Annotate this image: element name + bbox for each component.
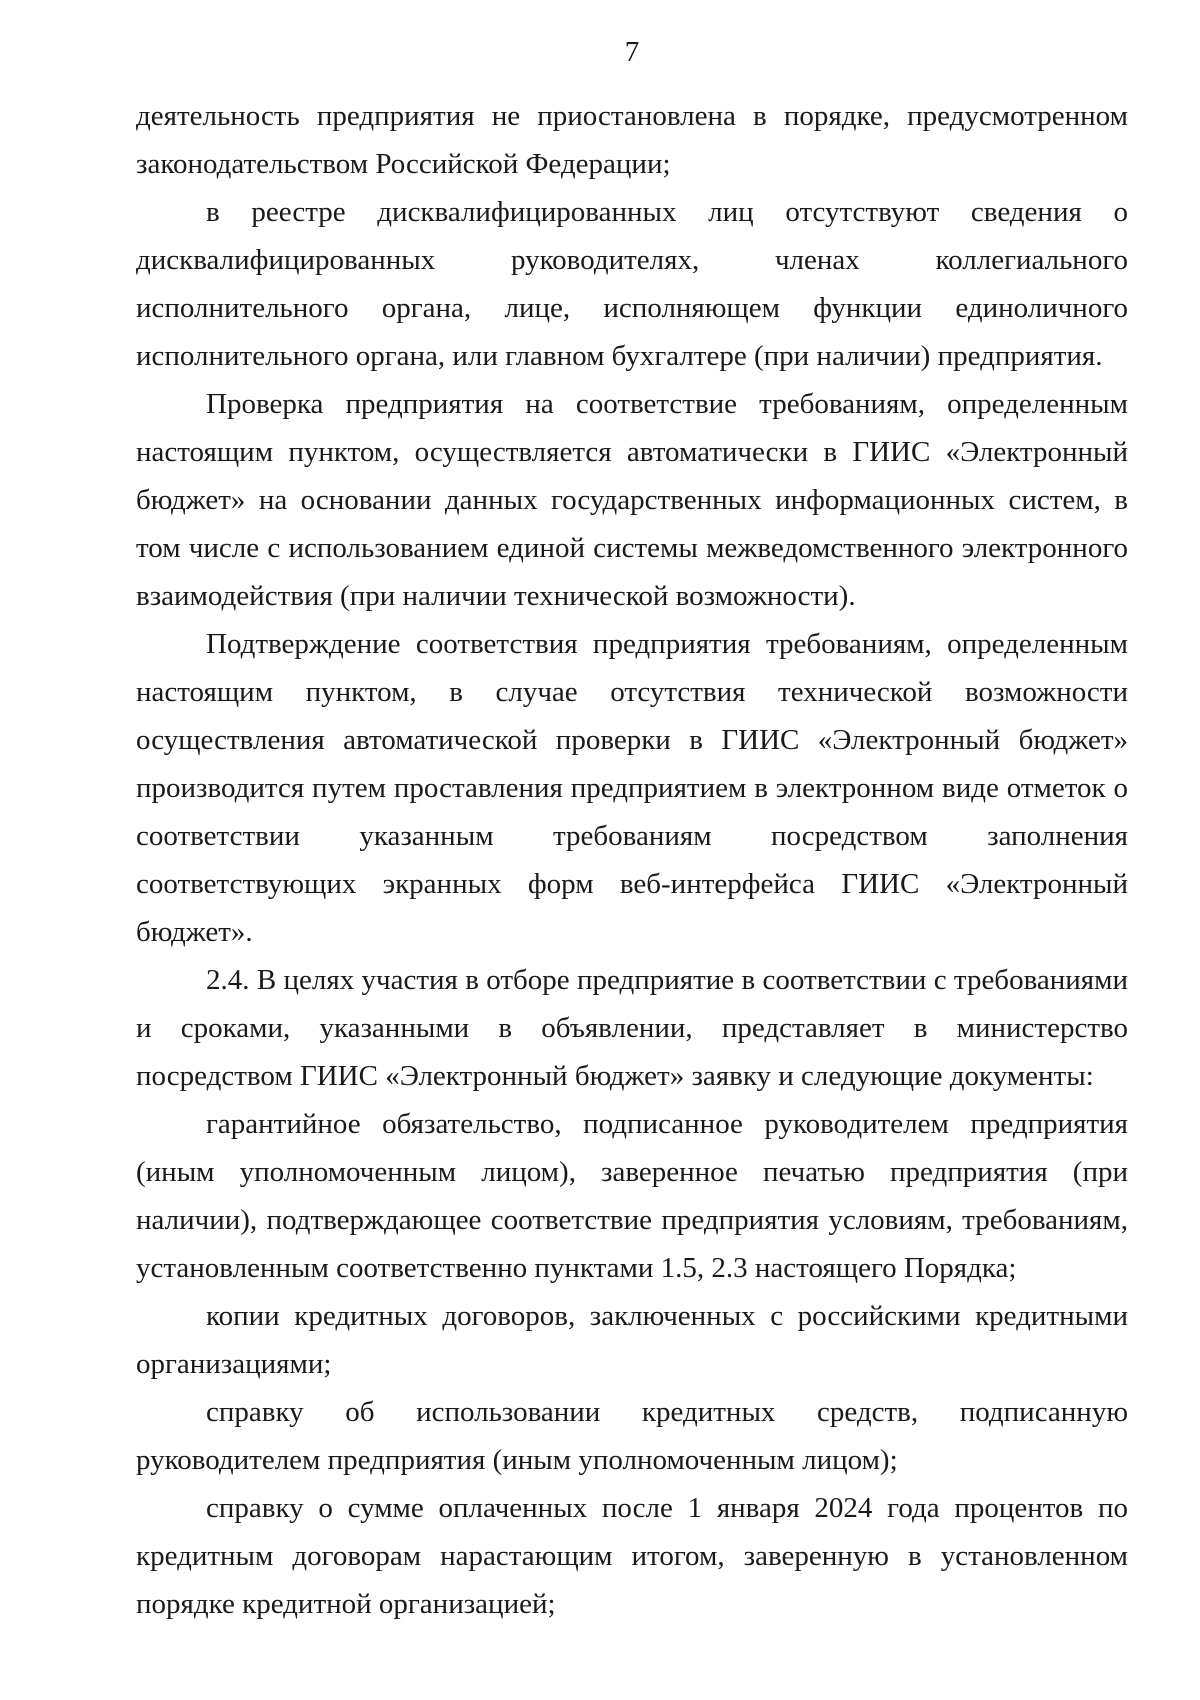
document-body	[136, 92, 1128, 1628]
paragraph-manual-confirmation: Подтверждение соответствия предприятия требованиям, определенным настоящим пунктом, в случае отсутствия технической возможности осуществления автоматической проверки в ГИИС «Электронный бюджет» производится путем проставления предприятием в электронном виде отметок о соответствии указанным требованиям посредством заполнения соответствующих экранных форм веб-интерфейса ГИИС «Электронный бюджет».	[136, 628, 1128, 948]
paragraph-section-2-4: 2.4. В целях участия в отборе предприятие в соответствии с требованиями и сроками, указанными в объявлении, представляет в министерство посредством ГИИС «Электронный бюджет» заявку и следующие документы:	[136, 964, 1128, 1092]
list-item-credit-agreement-copies: копии кредитных договоров, заключенных с российскими кредитными организациями;	[136, 1300, 1128, 1380]
paragraph-disqualified-persons-registry: в реестре дисквалифицированных лиц отсутствуют сведения о дисквалифицированных руководителях, членах коллегиального исполнительного органа, лице, исполняющем функции единоличного исполнительного органа, или главном бухгалтере (при наличии) предприятия.	[136, 196, 1128, 372]
list-item-interest-paid-certificate: справку о сумме оплаченных после 1 января 2024 года процентов по кредитным договорам нарастающим итогом, заверенную в установленном порядке кредитной организацией;	[136, 1492, 1128, 1620]
page-number: 7	[624, 36, 640, 68]
paragraph-automatic-verification: Проверка предприятия на соответствие требованиям, определенным настоящим пунктом, осуществляется автоматически в ГИИС «Электронный бюджет» на основании данных государственных информационных систем, в том числе с использованием единой системы межведомственного электронного взаимодействия (при наличии технической возможности).	[136, 388, 1128, 612]
list-item-guarantee-obligation: гарантийное обязательство, подписанное руководителем предприятия (иным уполномоченным лицом), заверенное печатью предприятия (при наличии), подтверждающее соответствие предприятия условиям, требованиям, установленным соответственно пунктами 1.5, 2.3 настоящего Порядка;	[136, 1108, 1128, 1284]
paragraph-activity-not-suspended: деятельность предприятия не приостановлена в порядке, предусмотренном законодательством Российской Федерации;	[136, 100, 1128, 180]
list-item-credit-funds-usage-certificate: справку об использовании кредитных средств, подписанную руководителем предприятия (иным уполномоченным лицом);	[136, 1396, 1128, 1476]
